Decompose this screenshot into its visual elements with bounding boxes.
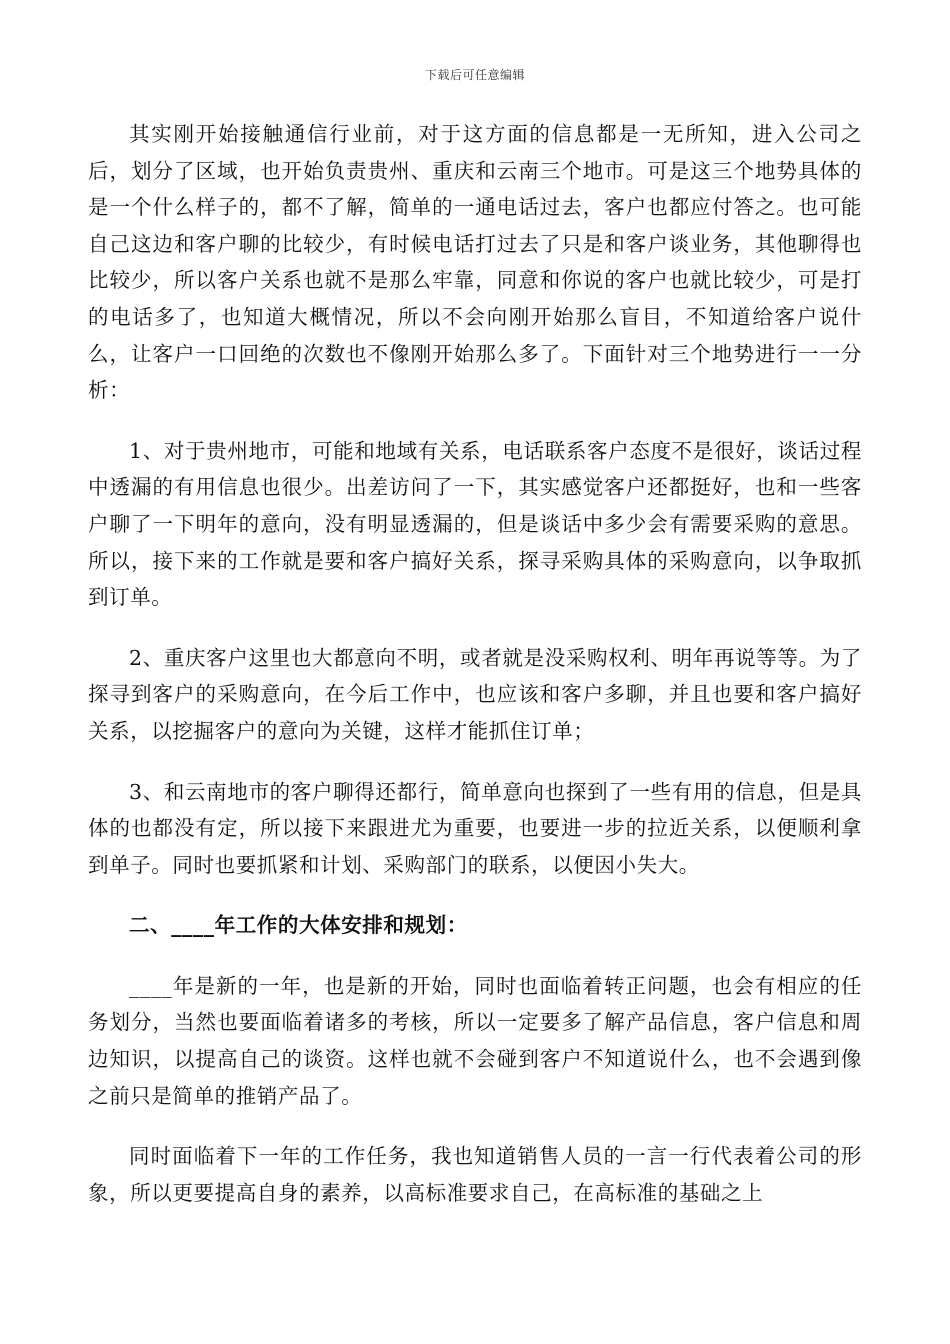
page-header: 下载后可任意编辑 bbox=[424, 68, 525, 82]
document-body bbox=[88, 116, 862, 1211]
section-heading: 二、____年工作的大体安排和规划： bbox=[129, 913, 468, 938]
paragraph-new-year: ____年是新的一年，也是新的开始，同时也面临着转正问题，也会有相应的任务划分，当然也要面临着诸多的考核，所以一定要多了解产品信息，客户信息和周边知识，以提高自己的谈资。这样也就不会碰到客户不知道说什么，也不会遇到像之前只是简单的推销产品了。 bbox=[88, 973, 862, 1108]
paragraph-chongqing: 2、重庆客户这里也大都意向不明，或者就是没采购权利、明年再说等等。为了探寻到客户的采购意向，在今后工作中，也应该和客户多聊，并且也要和客户搞好关系，以挖掘客户的意向为关键，这样才能抓住订单； bbox=[88, 645, 862, 743]
paragraph-intro: 其实刚开始接触通信行业前，对于这方面的信息都是一无所知，进入公司之后，划分了区域，也开始负责贵州、重庆和云南三个地市。可是这三个地势具体的是一个什么样子的，都不了解，简单的一通电话过去，客户也都应付答之。也可能自己这边和客户聊的比较少，有时候电话打过去了只是和客户谈业务，其他聊得也比较少，所以客户关系也就不是那么牢靠，同意和你说的客户也就比较少，可是打的电话多了，也知道大概情况，所以不会向刚开始那么盲目，不知道给客户说什么，让客户一口回绝的次数也不像刚开始那么多了。下面针对三个地势进行一一分析： bbox=[88, 122, 862, 403]
paragraph-self-improvement: 同时面临着下一年的工作任务，我也知道销售人员的一言一行代表着公司的形象，所以更要提高自身的素养，以高标准要求自己，在高标准的基础之上 bbox=[88, 1144, 862, 1205]
paragraph-guizhou: 1、对于贵州地市，可能和地域有关系，电话联系客户态度不是很好，谈话过程中透漏的有用信息也很少。出差访问了一下，其实感觉客户还都挺好，也和一些客户聊了一下明年的意向，没有明显透漏的，但是谈话中多少会有需要采购的意思。所以，接下来的工作就是要和客户搞好关系，探寻采购具体的采购意向，以争取抓到订单。 bbox=[88, 438, 862, 610]
paragraph-yunnan: 3、和云南地市的客户聊得还都行，简单意向也探到了一些有用的信息，但是具体的也都没有定，所以接下来跟进尤为重要，也要进一步的拉近关系，以便顺利拿到单子。同时也要抓紧和计划、采购部门的联系，以便因小失大。 bbox=[88, 779, 862, 877]
